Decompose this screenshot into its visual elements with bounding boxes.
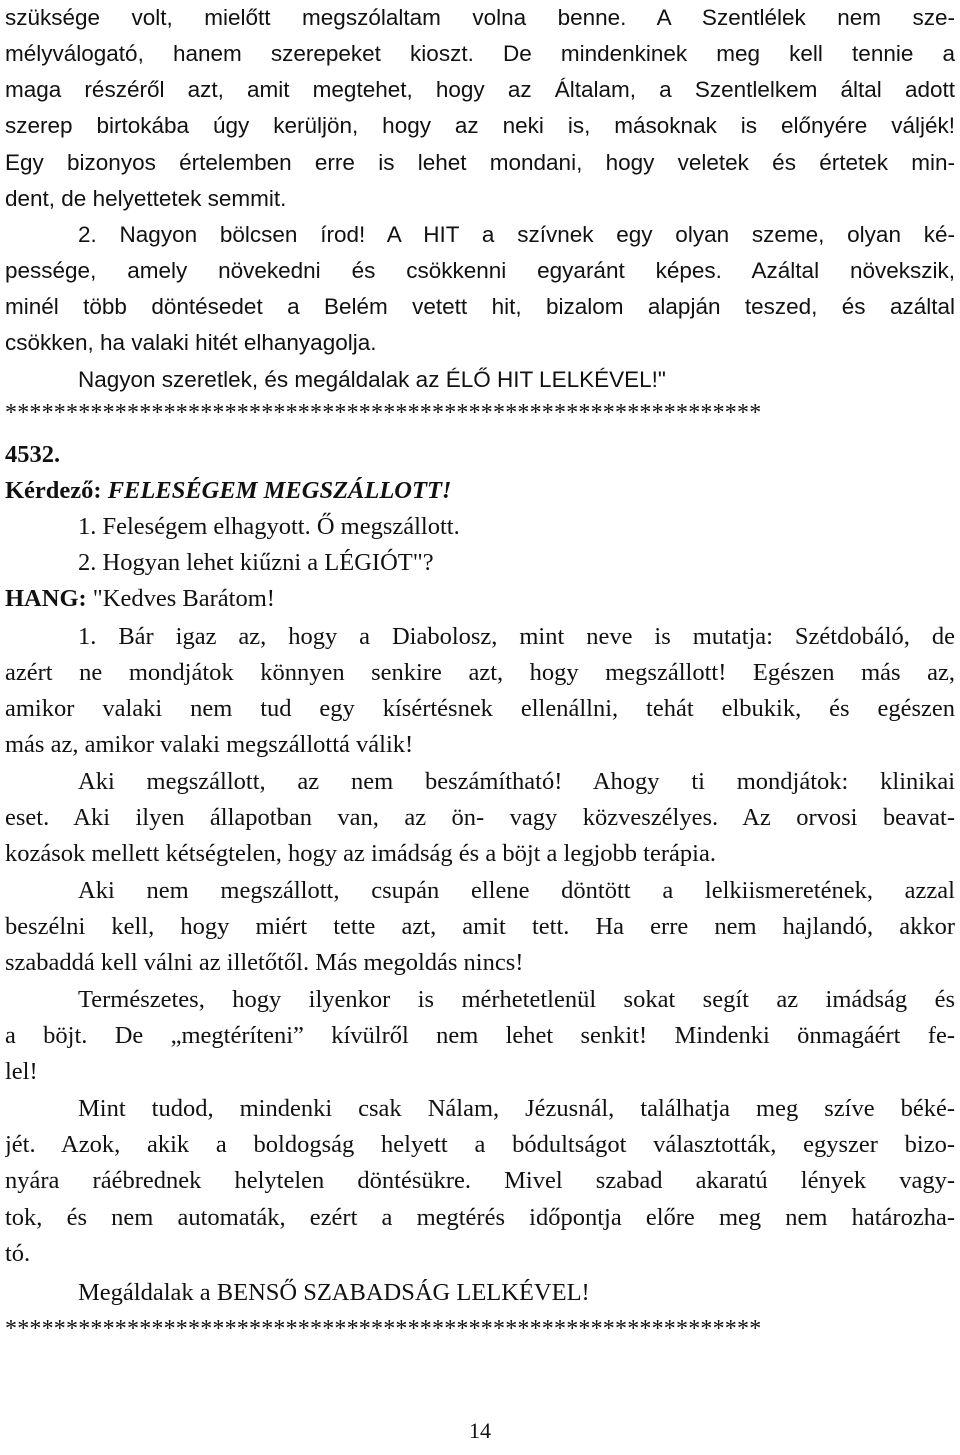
question-item: 2. Hogyan lehet kiűzni a LÉGIÓT"?	[78, 549, 434, 576]
text-line: Aki megszállott, az nem beszámítható! Ahogy ti mondjátok: klinikai	[78, 768, 955, 795]
question-item: 1. Feleségem elhagyott. Ő megszállott.	[78, 513, 460, 540]
text-line: 2. Nagyon bölcsen írod! A HIT a szívnek egy olyan szeme, olyan ké-	[78, 222, 955, 247]
text-line: Egy bizonyos értelemben erre is lehet mondani, hogy veletek és értetek min-	[5, 150, 955, 175]
separator: **************************************************************	[5, 1316, 762, 1342]
separator: **************************************************************	[5, 400, 762, 426]
text-line: szerep birtokába úgy kerüljön, hogy az neki is, másoknak is előnyére váljék!	[5, 113, 955, 138]
text-line: tó.	[5, 1240, 31, 1267]
text-line: maga részéről azt, amit megtehet, hogy az Általam, a Szentlelkem által adott	[5, 77, 955, 102]
text-line: Aki nem megszállott, csupán ellene döntött a lelkiismeretének, azzal	[78, 877, 955, 904]
closing-blessing: Nagyon szeretlek, és megáldalak az ÉLŐ HIT LELKÉVEL!"	[78, 367, 666, 392]
text-line: eset. Aki ilyen állapotban van, az ön- vagy közveszélyes. Az orvosi beavat-	[5, 804, 955, 831]
answer-greeting: "Kedves Barátom!	[92, 585, 275, 612]
text-line: jét. Azok, akik a boldogság helyett a bódultságot választották, egyszer bizo-	[5, 1131, 955, 1158]
text-line: azért ne mondjátok könnyen senkire azt, hogy megszállott! Egészen más az,	[5, 659, 955, 686]
text-line: pessége, amely növekedni és csökkenni egyaránt képes. Azáltal növekszik,	[5, 258, 955, 283]
text-line: Mint tudod, mindenki csak Nálam, Jézusnál, találhatja meg szíve béké-	[78, 1095, 955, 1122]
answer-header	[5, 581, 955, 617]
text-line: Természetes, hogy ilyenkor is mérhetetlenül sokat segít az imádság és	[78, 986, 955, 1013]
text-line: minél több döntésedet a Belém vetett hit, bizalom alapján teszed, és azáltal	[5, 294, 955, 319]
questioner-line	[5, 473, 955, 509]
text-line: csökken, ha valaki hitét elhanyagolja.	[5, 330, 377, 355]
text-line: lel!	[5, 1058, 38, 1085]
text-line: más az, amikor valaki megszállottá válik!	[5, 731, 414, 758]
answer-label: HANG:	[5, 585, 87, 612]
entry-title: FELESÉGEM MEGSZÁLLOTT!	[107, 477, 452, 504]
text-line: szabaddá kell válni az illetőtől. Más megoldás nincs!	[5, 949, 524, 976]
text-line: beszélni kell, hogy miért tette azt, amit tett. Ha erre nem hajlandó, akkor	[5, 913, 955, 940]
questioner-label: Kérdező:	[5, 477, 102, 504]
text-line: nyára ráébrednek helytelen döntésükre. Mivel szabad akaratú lények vagy-	[5, 1167, 955, 1194]
text-line: mélyválogató, hanem szerepeket kioszt. De mindenkinek meg kell tennie a	[5, 41, 955, 66]
text-line: szüksége volt, mielőtt megszólaltam volna benne. A Szentlélek nem sze-	[5, 5, 955, 30]
closing-blessing: Megáldalak a BENSŐ SZABADSÁG LELKÉVEL!	[78, 1279, 590, 1306]
text-line: kozások mellett kétségtelen, hogy az imádság és a böjt a legjobb terápia.	[5, 840, 716, 867]
text-line: dent, de helyettetek semmit.	[5, 186, 287, 211]
entry-number: 4532.	[5, 441, 61, 468]
text-line: a böjt. De „megtéríteni” kívülről nem lehet senkit! Mindenki önmagáért fe-	[5, 1022, 955, 1049]
page-number: 14	[469, 1418, 491, 1443]
text-line: amikor valaki nem tud egy kísértésnek ellenállni, tehát elbukik, és egészen	[5, 695, 955, 722]
text-line: 1. Bár igaz az, hogy a Diabolosz, mint neve is mutatja: Szétdobáló, de	[78, 623, 955, 650]
text-line: tok, és nem automaták, ezért a megtérés időpontja előre meg nem határozha-	[5, 1204, 955, 1231]
